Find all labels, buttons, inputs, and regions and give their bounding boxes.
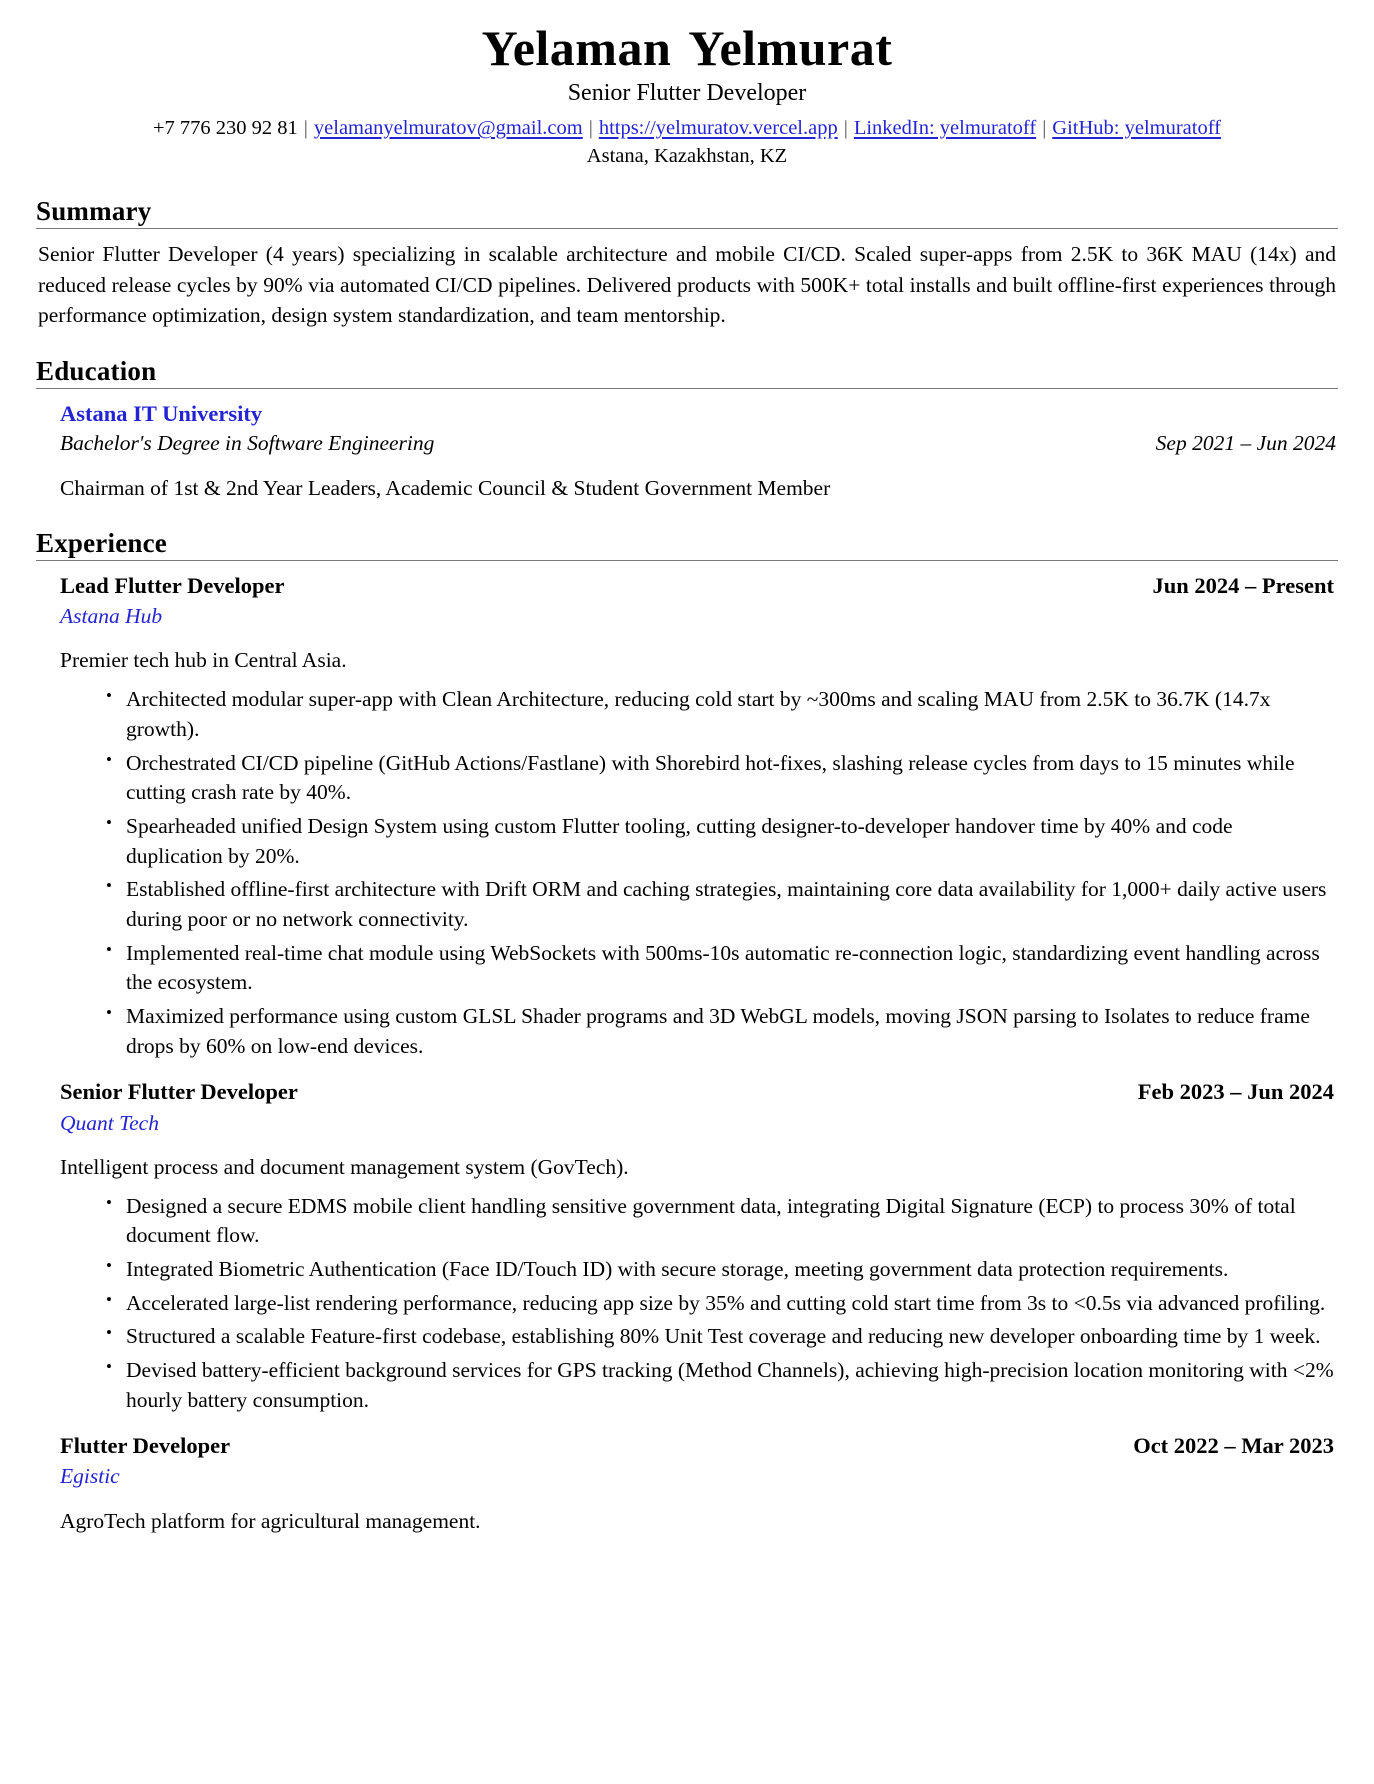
section-title-experience: Experience	[36, 527, 167, 558]
job-bullet: • Maximized performance using custom GLSL Shader programs and 3D WebGL models, moving JSON parsing to Isolates to reduce frame drops by 60% on low-end devices.	[106, 1002, 1334, 1061]
job-bullet: • Established offline-first architecture with Drift ORM and caching strategies, maintaining core data availability for 1,000+ daily active users during poor or no network connectivity.	[106, 875, 1334, 934]
job-bullet-list	[60, 685, 1334, 1061]
candidate-name: Yelaman Yelmurat	[481, 20, 893, 76]
job-company[interactable]: Astana Hub	[60, 604, 163, 629]
section-divider	[36, 388, 1338, 389]
job-company[interactable]: Egistic	[60, 1464, 120, 1489]
contact-separator: |	[588, 116, 593, 139]
summary-text: Senior Flutter Developer (4 years) specializing in scalable architecture and mobile CI/CD. Scaled super-apps from 2.5K to 36K MAU (14x) and reduced release cycles by 90% via automated CI/CD pipelines. Delivered products with 500K+ total installs and built offline-first experiences through performance optimization, design system standardization, and team mentorship.	[38, 242, 1336, 328]
experience-entry	[38, 571, 1336, 1061]
job-description: Intelligent process and document management system (GovTech).	[60, 1154, 629, 1179]
job-bullet: • Devised battery-efficient background services for GPS tracking (Method Channels), achieving high-precision location monitoring with <2% hourly battery consumption.	[106, 1356, 1334, 1415]
job-description: AgroTech platform for agricultural management.	[60, 1508, 481, 1533]
section-title-summary: Summary	[36, 196, 152, 227]
contact-line	[36, 115, 1338, 142]
section-divider	[36, 560, 1338, 561]
job-bullet: • Integrated Biometric Authentication (Face ID/Touch ID) with secure storage, meeting government data protection requirements.	[106, 1255, 1334, 1285]
candidate-location: Astana, Kazakhstan, KZ	[586, 145, 788, 168]
job-bullet: • Orchestrated CI/CD pipeline (GitHub Actions/Fastlane) with Shorebird hot-fixes, slashing release cycles from days to 15 minutes while cutting crash rate by 40%.	[106, 749, 1334, 808]
education-note: Chairman of 1st & 2nd Year Leaders, Academic Council & Student Government Member	[60, 475, 831, 500]
job-dates: Jun 2024 – Present	[1152, 573, 1334, 599]
job-company[interactable]: Quant Tech	[60, 1110, 159, 1135]
email-link[interactable]: yelamanyelmuratov@gmail.com	[313, 116, 583, 139]
section-divider	[36, 228, 1338, 229]
job-description: Premier tech hub in Central Asia.	[60, 648, 347, 673]
candidate-subtitle: Senior Flutter Developer	[567, 80, 807, 106]
job-bullet: • Implemented real-time chat module using WebSockets with 500ms-10s automatic re-connection logic, standardizing event handling across the ecosystem.	[106, 939, 1334, 998]
section-education	[36, 357, 1338, 503]
job-bullet: • Accelerated large-list rendering performance, reducing app size by 35% and cutting cold start time from 3s to <0.5s via advanced profiling.	[106, 1289, 1334, 1319]
experience-title-row	[60, 1431, 1334, 1460]
experience-entry	[38, 1077, 1336, 1415]
linkedin-link[interactable]: LinkedIn: yelmuratoff	[853, 116, 1037, 139]
experience-title-row	[60, 571, 1334, 600]
contact-separator: |	[843, 116, 848, 139]
job-bullet-list	[60, 1192, 1334, 1416]
job-bullet: • Designed a secure EDMS mobile client handling sensitive government data, integrating Digital Signature (ECP) to process 30% of total document flow.	[106, 1192, 1334, 1251]
github-link[interactable]: GitHub: yelmuratoff	[1052, 116, 1222, 139]
job-bullet: • Architected modular super-app with Clean Architecture, reducing cold start by ~300ms and scaling MAU from 2.5K to 36.7K (14.7x growth).	[106, 685, 1334, 744]
job-dates: Feb 2023 – Jun 2024	[1137, 1079, 1334, 1105]
experience-title-row	[60, 1077, 1334, 1106]
resume-header	[36, 22, 1338, 171]
education-degree-row	[60, 429, 1336, 458]
section-experience	[36, 529, 1338, 1536]
education-entry	[38, 399, 1336, 502]
section-title-education: Education	[36, 356, 157, 386]
education-body	[36, 399, 1338, 502]
education-dates: Sep 2021 – Jun 2024	[1155, 430, 1336, 455]
experience-body	[36, 571, 1338, 1536]
job-bullet: • Spearheaded unified Design System using custom Flutter tooling, cutting designer-to-developer handover time by 40% and code duplication by 20%.	[106, 812, 1334, 871]
job-dates: Oct 2022 – Mar 2023	[1133, 1433, 1334, 1459]
job-title: Flutter Developer	[60, 1433, 231, 1459]
contact-separator: |	[303, 116, 308, 139]
summary-body	[36, 239, 1338, 331]
education-school[interactable]: Astana IT University	[60, 401, 263, 427]
job-bullet: • Structured a scalable Feature-first codebase, establishing 80% Unit Test coverage and reducing new developer onboarding time by 1 week.	[106, 1322, 1334, 1352]
job-title: Lead Flutter Developer	[60, 573, 285, 599]
education-degree: Bachelor's Degree in Software Engineering	[60, 430, 435, 455]
phone-text: +7 776 230 92 81	[152, 116, 298, 139]
job-title: Senior Flutter Developer	[60, 1079, 298, 1105]
section-summary	[36, 197, 1338, 331]
website-link[interactable]: https://yelmuratov.vercel.app	[598, 116, 838, 139]
contact-separator: |	[1042, 116, 1047, 139]
experience-entry	[38, 1431, 1336, 1535]
